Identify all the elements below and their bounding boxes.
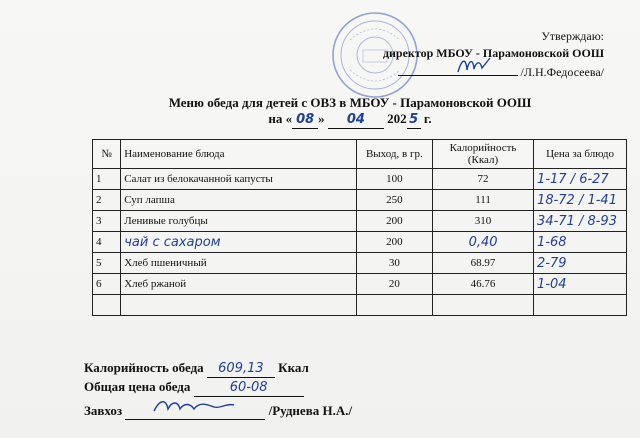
approval-signature-name: /Л.Н.Федосеева/ — [520, 65, 604, 79]
dish-output: 100 — [356, 169, 432, 190]
dish-name: Хлеб пшеничный — [121, 253, 356, 274]
dish-calories: 72 — [433, 169, 534, 190]
summary-block — [84, 359, 352, 420]
table-row — [93, 169, 627, 190]
director-signature — [398, 62, 518, 76]
menu-title-block — [0, 95, 640, 129]
col-calories: Калорийность (Ккал) — [433, 140, 534, 169]
row-num: 4 — [93, 232, 121, 253]
row-num: 3 — [93, 211, 121, 232]
dish-name: Ленивые голубцы — [121, 211, 356, 232]
dish-price: 34-71 / 8-93 — [534, 211, 627, 232]
approval-position: директор МБОУ - Парамоновской ООШ — [382, 46, 604, 60]
dish-price: 1-04 — [534, 274, 627, 295]
table-header-row — [93, 140, 627, 169]
dish-name: Салат из белокачанной капусты — [121, 169, 356, 190]
date-year-digit: 5 — [407, 112, 421, 129]
dish-output: 20 — [356, 274, 432, 295]
dish-price: 18-72 / 1-41 — [534, 190, 627, 211]
dish-output: 200 — [356, 211, 432, 232]
dish-name: Суп лапша — [121, 190, 356, 211]
date-year-suffix: г. — [423, 111, 432, 126]
dish-output: 250 — [356, 190, 432, 211]
table-row-empty — [93, 295, 627, 316]
manager-name: /Руднева Н.А./ — [268, 403, 353, 418]
date-prefix: на « — [268, 111, 293, 126]
approval-block — [383, 28, 604, 81]
dish-calories: 310 — [433, 211, 534, 232]
table-row — [93, 274, 627, 295]
calories-label: Калорийность обеда — [84, 360, 204, 375]
manager-signature — [125, 397, 265, 420]
dish-calories: 111 — [433, 190, 534, 211]
row-num: 1 — [93, 169, 121, 190]
manager-signature-icon — [150, 397, 240, 415]
row-num: 2 — [93, 190, 121, 211]
page-title: Меню обеда для детей с ОВЗ в МБОУ - Парамоновской ООШ — [168, 95, 532, 110]
table-row — [93, 190, 627, 211]
approval-signature-line — [383, 62, 604, 81]
price-value: 60-08 — [194, 379, 304, 397]
menu-date — [0, 111, 640, 129]
dish-name: Хлеб ржаной — [121, 274, 356, 295]
dish-name: чай с сахаром — [121, 232, 356, 253]
date-day: 08 — [292, 112, 318, 129]
table-row — [93, 211, 627, 232]
dish-calories: 68.97 — [433, 253, 534, 274]
dish-price: 1-17 / 6-27 — [534, 169, 627, 190]
col-num: № — [93, 140, 121, 169]
approval-title: Утверждаю: — [541, 29, 604, 43]
col-price: Цена за блюдо — [534, 140, 627, 169]
date-month: 04 — [328, 112, 384, 129]
dish-output: 200 — [356, 232, 432, 253]
menu-table — [92, 139, 627, 316]
table-row — [93, 232, 627, 253]
summary-manager — [84, 397, 352, 420]
date-year-prefix: 202 — [387, 111, 407, 126]
dish-output: 30 — [356, 253, 432, 274]
dish-price: 1-68 — [534, 232, 627, 253]
date-day-suffix: » — [318, 111, 325, 126]
manager-label: Завхоз — [84, 403, 123, 418]
col-output: Выход, в гр. — [356, 140, 432, 169]
price-label: Общая цена обеда — [84, 379, 191, 394]
summary-price — [84, 378, 352, 397]
dish-calories: 0,40 — [433, 232, 534, 253]
row-num: 6 — [93, 274, 121, 295]
table-row — [93, 253, 627, 274]
calories-unit: Ккал — [278, 360, 309, 375]
dish-price: 2-79 — [534, 253, 627, 274]
summary-calories — [84, 359, 352, 378]
col-name: Наименование блюда — [121, 140, 356, 169]
dish-calories: 46.76 — [433, 274, 534, 295]
director-signature-icon — [456, 54, 496, 76]
row-num: 5 — [93, 253, 121, 274]
calories-value: 609,13 — [207, 360, 275, 378]
